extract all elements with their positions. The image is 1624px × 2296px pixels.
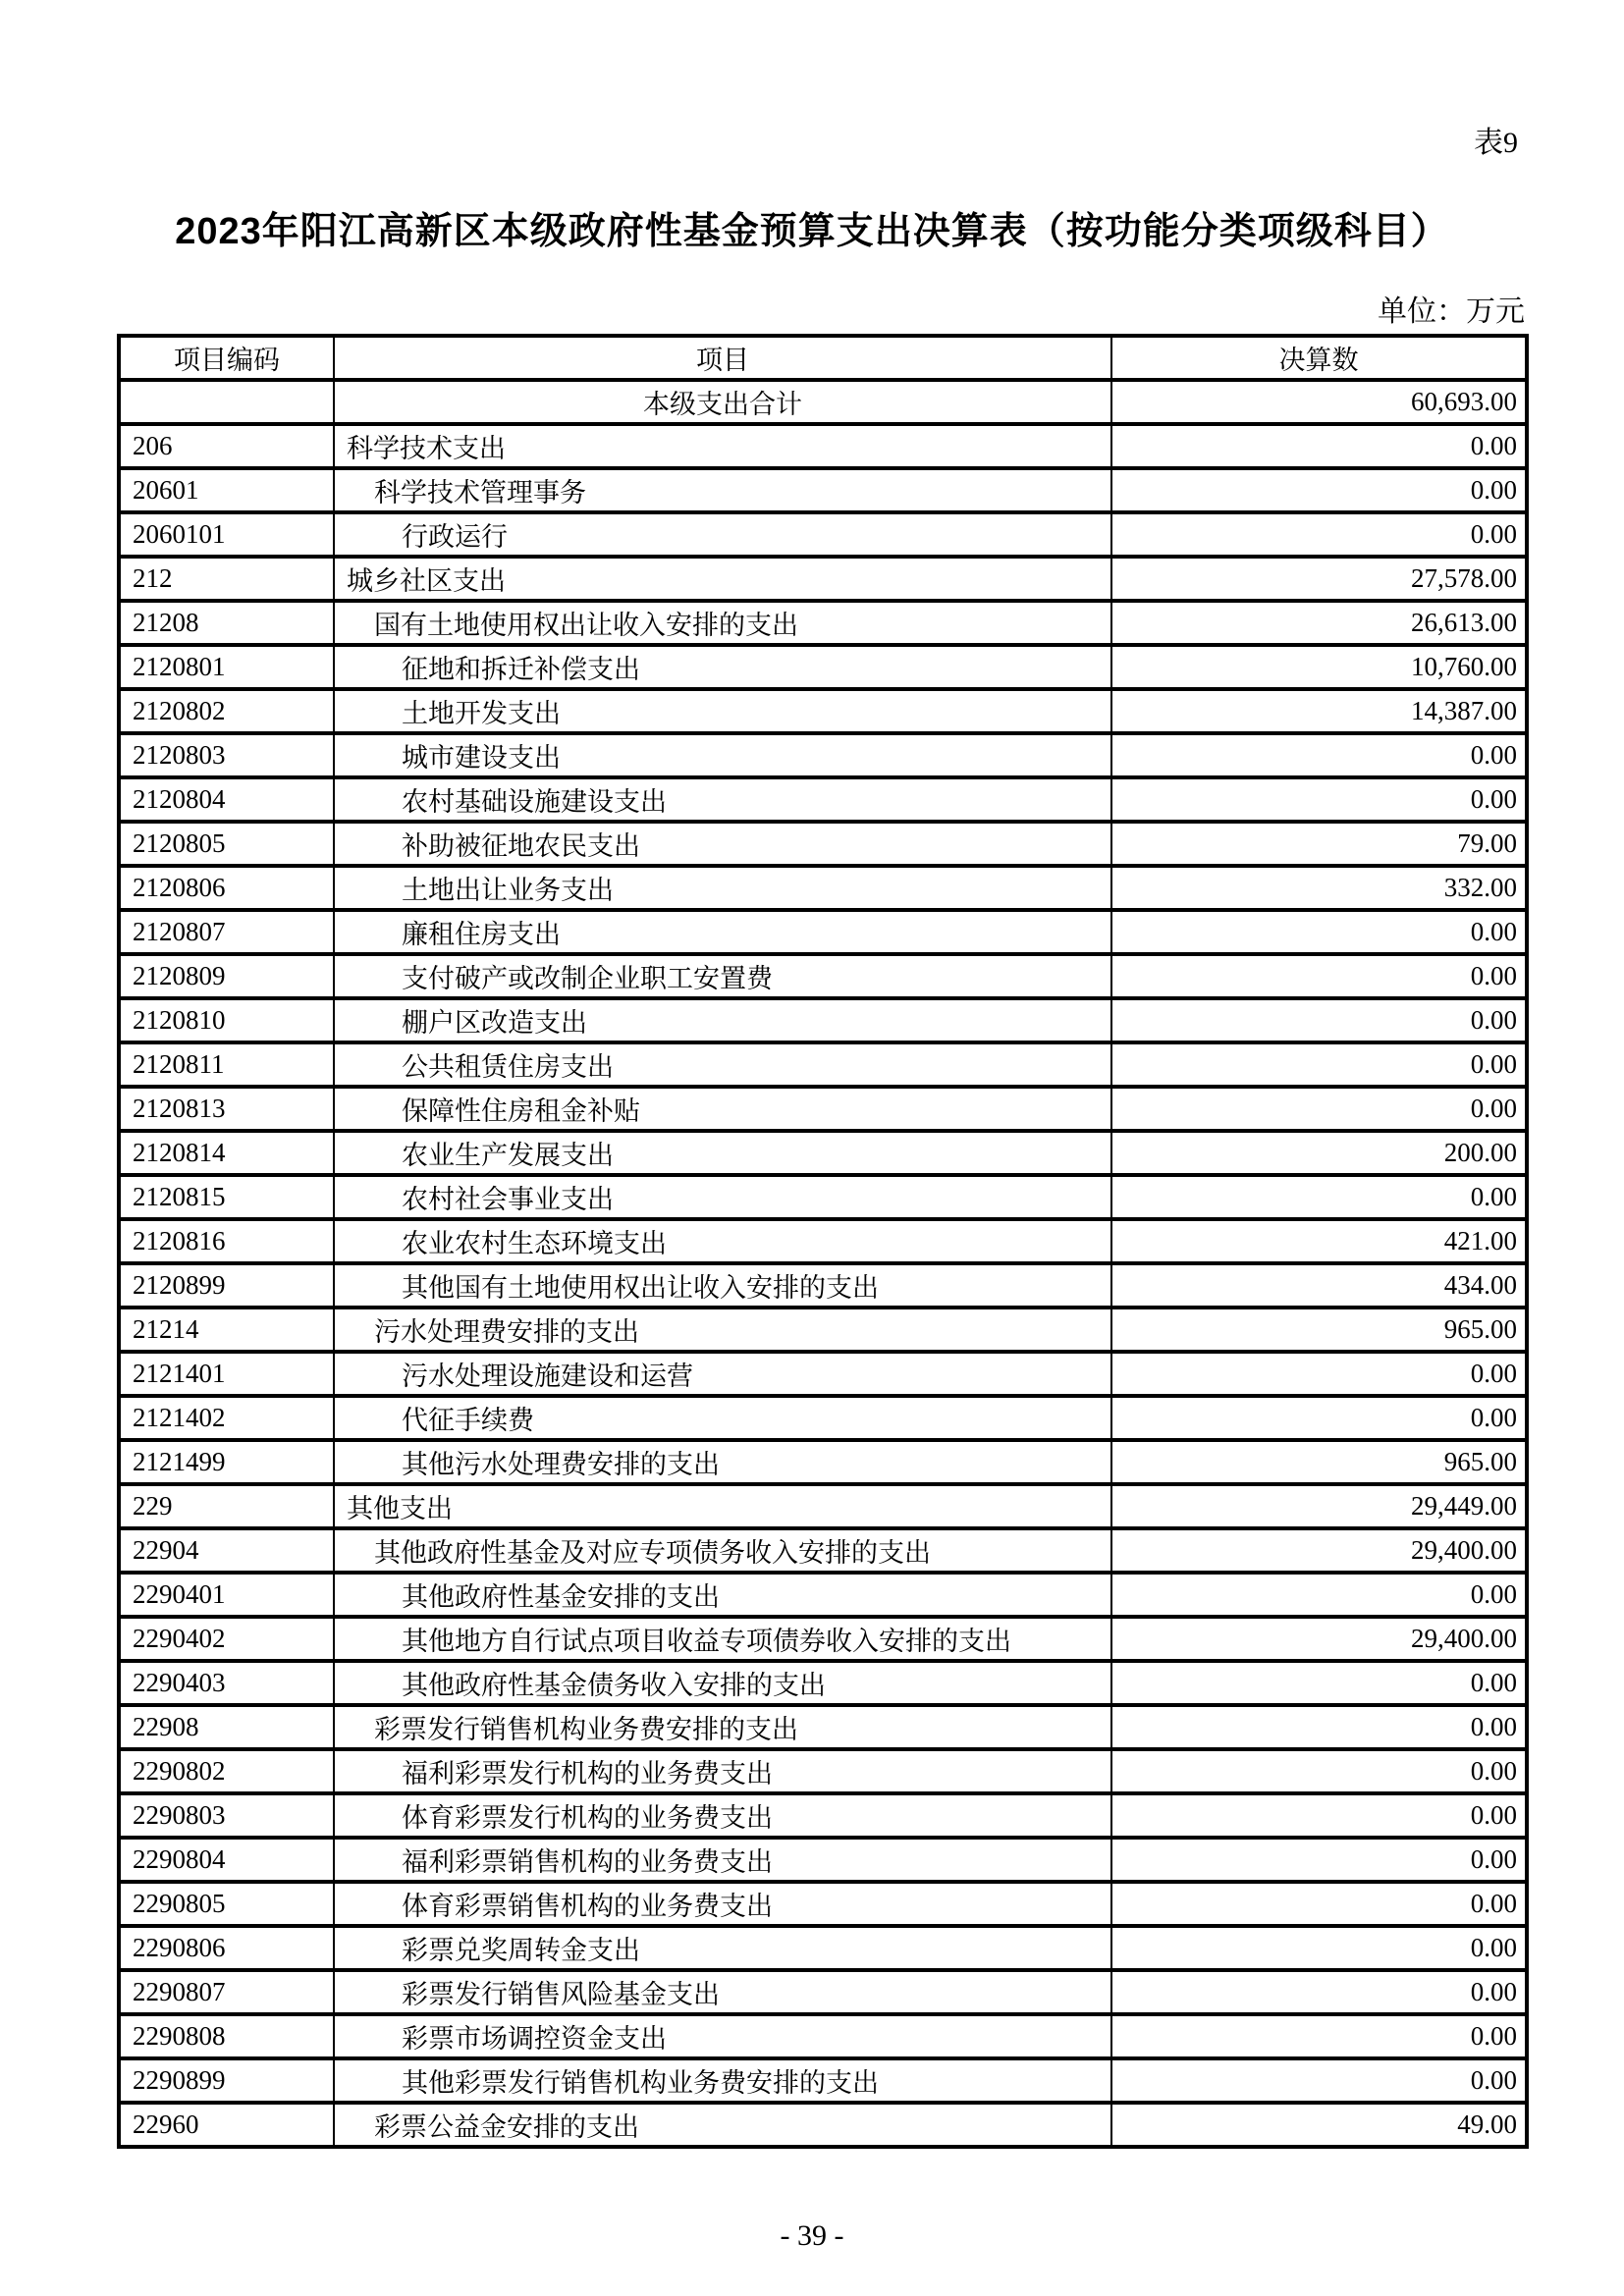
row-final-amount: 0.00 bbox=[1111, 1838, 1527, 1882]
row-item-code: 2290804 bbox=[119, 1838, 334, 1882]
table-row bbox=[119, 1263, 1527, 1308]
row-final-amount: 0.00 bbox=[1111, 1175, 1527, 1219]
table-row bbox=[119, 2103, 1527, 2147]
table-row bbox=[119, 601, 1527, 645]
row-item-name: 其他地方自行试点项目收益专项债券收入安排的支出 bbox=[334, 1617, 1111, 1661]
table-row bbox=[119, 1661, 1527, 1705]
row-final-amount: 29,449.00 bbox=[1111, 1484, 1527, 1528]
row-item-code: 21214 bbox=[119, 1308, 334, 1352]
table-row bbox=[119, 1882, 1527, 1926]
row-item-name: 其他彩票发行销售机构业务费安排的支出 bbox=[334, 2058, 1111, 2103]
header-item-code: 项目编码 bbox=[119, 336, 334, 380]
row-item-name: 科学技术支出 bbox=[334, 424, 1111, 468]
header-item: 项目 bbox=[334, 336, 1111, 380]
row-item-name: 彩票公益金安排的支出 bbox=[334, 2103, 1111, 2147]
row-item-name: 其他政府性基金及对应专项债务收入安排的支出 bbox=[334, 1528, 1111, 1573]
table-row bbox=[119, 998, 1527, 1042]
row-item-code: 229 bbox=[119, 1484, 334, 1528]
row-final-amount: 0.00 bbox=[1111, 2058, 1527, 2103]
table-row bbox=[119, 1131, 1527, 1175]
row-item-name: 农村社会事业支出 bbox=[334, 1175, 1111, 1219]
row-final-amount: 0.00 bbox=[1111, 1926, 1527, 1970]
table-row bbox=[119, 1219, 1527, 1263]
table-row bbox=[119, 910, 1527, 954]
row-final-amount: 0.00 bbox=[1111, 1087, 1527, 1131]
row-item-code: 2120804 bbox=[119, 777, 334, 822]
row-item-code: 2121499 bbox=[119, 1440, 334, 1484]
row-item-name: 其他国有土地使用权出让收入安排的支出 bbox=[334, 1263, 1111, 1308]
row-item-code: 22908 bbox=[119, 1705, 334, 1749]
table-header bbox=[119, 336, 1527, 380]
row-item-code: 2290808 bbox=[119, 2014, 334, 2058]
row-item-name: 农村基础设施建设支出 bbox=[334, 777, 1111, 822]
row-item-name: 补助被征地农民支出 bbox=[334, 822, 1111, 866]
row-final-amount: 0.00 bbox=[1111, 777, 1527, 822]
table-row bbox=[119, 866, 1527, 910]
row-final-amount: 0.00 bbox=[1111, 1793, 1527, 1838]
unit-label: 单位：万元 bbox=[1378, 295, 1525, 328]
row-item-code: 22960 bbox=[119, 2103, 334, 2147]
row-final-amount: 332.00 bbox=[1111, 866, 1527, 910]
row-item-code: 21208 bbox=[119, 601, 334, 645]
table-row bbox=[119, 1926, 1527, 1970]
row-final-amount: 49.00 bbox=[1111, 2103, 1527, 2147]
row-item-code: 2290807 bbox=[119, 1970, 334, 2014]
table-row bbox=[119, 645, 1527, 689]
row-item-code: 2120810 bbox=[119, 998, 334, 1042]
row-item-name: 福利彩票销售机构的业务费支出 bbox=[334, 1838, 1111, 1882]
row-item-code: 20601 bbox=[119, 468, 334, 512]
table-row bbox=[119, 954, 1527, 998]
table-number-label: 表9 bbox=[1474, 127, 1518, 159]
row-item-name: 彩票发行销售机构业务费安排的支出 bbox=[334, 1705, 1111, 1749]
row-item-name: 体育彩票销售机构的业务费支出 bbox=[334, 1882, 1111, 1926]
table-row bbox=[119, 1175, 1527, 1219]
row-item-code bbox=[119, 380, 334, 424]
table-row bbox=[119, 380, 1527, 424]
row-item-code: 2120803 bbox=[119, 733, 334, 777]
table-row bbox=[119, 2058, 1527, 2103]
row-item-name: 支付破产或改制企业职工安置费 bbox=[334, 954, 1111, 998]
row-item-name: 污水处理费安排的支出 bbox=[334, 1308, 1111, 1352]
row-final-amount: 14,387.00 bbox=[1111, 689, 1527, 733]
row-item-code: 2060101 bbox=[119, 512, 334, 557]
table-row bbox=[119, 1440, 1527, 1484]
row-item-name: 彩票兑奖周转金支出 bbox=[334, 1926, 1111, 1970]
row-item-code: 2120815 bbox=[119, 1175, 334, 1219]
row-item-name: 棚户区改造支出 bbox=[334, 998, 1111, 1042]
row-final-amount: 0.00 bbox=[1111, 2014, 1527, 2058]
row-final-amount: 0.00 bbox=[1111, 1970, 1527, 2014]
table-row bbox=[119, 424, 1527, 468]
table-row bbox=[119, 1308, 1527, 1352]
table-row bbox=[119, 1528, 1527, 1573]
row-final-amount: 29,400.00 bbox=[1111, 1617, 1527, 1661]
row-item-code: 2290806 bbox=[119, 1926, 334, 1970]
table-row bbox=[119, 1042, 1527, 1087]
table-row bbox=[119, 777, 1527, 822]
table-body bbox=[119, 380, 1527, 2147]
table-row bbox=[119, 1484, 1527, 1528]
row-item-code: 2290403 bbox=[119, 1661, 334, 1705]
table-row bbox=[119, 2014, 1527, 2058]
row-final-amount: 0.00 bbox=[1111, 1749, 1527, 1793]
table-row bbox=[119, 1749, 1527, 1793]
row-item-name: 其他政府性基金债务收入安排的支出 bbox=[334, 1661, 1111, 1705]
row-item-code: 2120809 bbox=[119, 954, 334, 998]
table-row bbox=[119, 1352, 1527, 1396]
row-item-name: 农业农村生态环境支出 bbox=[334, 1219, 1111, 1263]
row-final-amount: 10,760.00 bbox=[1111, 645, 1527, 689]
page-title: 2023年阳江高新区本级政府性基金预算支出决算表（按功能分类项级科目） bbox=[175, 211, 1449, 252]
row-item-name: 福利彩票发行机构的业务费支出 bbox=[334, 1749, 1111, 1793]
row-final-amount: 0.00 bbox=[1111, 424, 1527, 468]
row-item-name: 保障性住房租金补贴 bbox=[334, 1087, 1111, 1131]
budget-table bbox=[117, 334, 1529, 2149]
row-final-amount: 0.00 bbox=[1111, 954, 1527, 998]
row-final-amount: 0.00 bbox=[1111, 1573, 1527, 1617]
row-item-code: 2120811 bbox=[119, 1042, 334, 1087]
row-final-amount: 0.00 bbox=[1111, 512, 1527, 557]
row-final-amount: 29,400.00 bbox=[1111, 1528, 1527, 1573]
row-item-name: 其他支出 bbox=[334, 1484, 1111, 1528]
row-item-name: 彩票市场调控资金支出 bbox=[334, 2014, 1111, 2058]
table-row bbox=[119, 1396, 1527, 1440]
row-item-code: 2121401 bbox=[119, 1352, 334, 1396]
row-final-amount: 0.00 bbox=[1111, 998, 1527, 1042]
row-item-name: 科学技术管理事务 bbox=[334, 468, 1111, 512]
row-final-amount: 79.00 bbox=[1111, 822, 1527, 866]
row-item-code: 2290899 bbox=[119, 2058, 334, 2103]
table-row bbox=[119, 1617, 1527, 1661]
table-row bbox=[119, 733, 1527, 777]
row-final-amount: 434.00 bbox=[1111, 1263, 1527, 1308]
row-item-name: 其他污水处理费安排的支出 bbox=[334, 1440, 1111, 1484]
row-item-name: 国有土地使用权出让收入安排的支出 bbox=[334, 601, 1111, 645]
row-final-amount: 0.00 bbox=[1111, 1042, 1527, 1087]
table-row bbox=[119, 1573, 1527, 1617]
row-item-code: 2290802 bbox=[119, 1749, 334, 1793]
row-final-amount: 60,693.00 bbox=[1111, 380, 1527, 424]
row-item-code: 2120801 bbox=[119, 645, 334, 689]
row-final-amount: 0.00 bbox=[1111, 1661, 1527, 1705]
row-item-name: 彩票发行销售风险基金支出 bbox=[334, 1970, 1111, 2014]
table-row bbox=[119, 1838, 1527, 1882]
row-final-amount: 421.00 bbox=[1111, 1219, 1527, 1263]
table-row bbox=[119, 822, 1527, 866]
row-final-amount: 0.00 bbox=[1111, 1396, 1527, 1440]
row-final-amount: 0.00 bbox=[1111, 468, 1527, 512]
row-item-code: 2120805 bbox=[119, 822, 334, 866]
table-row bbox=[119, 512, 1527, 557]
table-row bbox=[119, 1087, 1527, 1131]
row-item-name: 本级支出合计 bbox=[334, 380, 1111, 424]
row-final-amount: 0.00 bbox=[1111, 910, 1527, 954]
row-item-name: 城市建设支出 bbox=[334, 733, 1111, 777]
table-row bbox=[119, 1793, 1527, 1838]
row-item-code: 2120802 bbox=[119, 689, 334, 733]
row-item-code: 2120899 bbox=[119, 1263, 334, 1308]
row-final-amount: 0.00 bbox=[1111, 1352, 1527, 1396]
table-row bbox=[119, 1970, 1527, 2014]
row-final-amount: 965.00 bbox=[1111, 1440, 1527, 1484]
row-item-code: 2290805 bbox=[119, 1882, 334, 1926]
row-final-amount: 26,613.00 bbox=[1111, 601, 1527, 645]
table-row bbox=[119, 468, 1527, 512]
row-item-name: 土地出让业务支出 bbox=[334, 866, 1111, 910]
row-item-code: 2120806 bbox=[119, 866, 334, 910]
row-final-amount: 0.00 bbox=[1111, 733, 1527, 777]
table-row bbox=[119, 689, 1527, 733]
row-item-code: 2290803 bbox=[119, 1793, 334, 1838]
row-final-amount: 965.00 bbox=[1111, 1308, 1527, 1352]
row-final-amount: 200.00 bbox=[1111, 1131, 1527, 1175]
row-item-name: 代征手续费 bbox=[334, 1396, 1111, 1440]
row-item-name: 体育彩票发行机构的业务费支出 bbox=[334, 1793, 1111, 1838]
row-item-code: 2120807 bbox=[119, 910, 334, 954]
table-row bbox=[119, 1705, 1527, 1749]
page-number: - 39 - bbox=[780, 2219, 844, 2252]
row-item-name: 行政运行 bbox=[334, 512, 1111, 557]
row-item-code: 2290402 bbox=[119, 1617, 334, 1661]
row-item-code: 212 bbox=[119, 557, 334, 601]
row-item-name: 廉租住房支出 bbox=[334, 910, 1111, 954]
row-item-code: 2120813 bbox=[119, 1087, 334, 1131]
header-final-amount: 决算数 bbox=[1111, 336, 1527, 380]
row-final-amount: 27,578.00 bbox=[1111, 557, 1527, 601]
row-final-amount: 0.00 bbox=[1111, 1705, 1527, 1749]
row-final-amount: 0.00 bbox=[1111, 1882, 1527, 1926]
table-row bbox=[119, 557, 1527, 601]
row-item-name: 征地和拆迁补偿支出 bbox=[334, 645, 1111, 689]
row-item-name: 污水处理设施建设和运营 bbox=[334, 1352, 1111, 1396]
row-item-name: 土地开发支出 bbox=[334, 689, 1111, 733]
header-row bbox=[119, 336, 1527, 380]
row-item-code: 2120816 bbox=[119, 1219, 334, 1263]
row-item-code: 2121402 bbox=[119, 1396, 334, 1440]
row-item-name: 农业生产发展支出 bbox=[334, 1131, 1111, 1175]
row-item-code: 206 bbox=[119, 424, 334, 468]
row-item-code: 22904 bbox=[119, 1528, 334, 1573]
row-item-code: 2290401 bbox=[119, 1573, 334, 1617]
row-item-name: 城乡社区支出 bbox=[334, 557, 1111, 601]
row-item-name: 其他政府性基金安排的支出 bbox=[334, 1573, 1111, 1617]
row-item-name: 公共租赁住房支出 bbox=[334, 1042, 1111, 1087]
row-item-code: 2120814 bbox=[119, 1131, 334, 1175]
